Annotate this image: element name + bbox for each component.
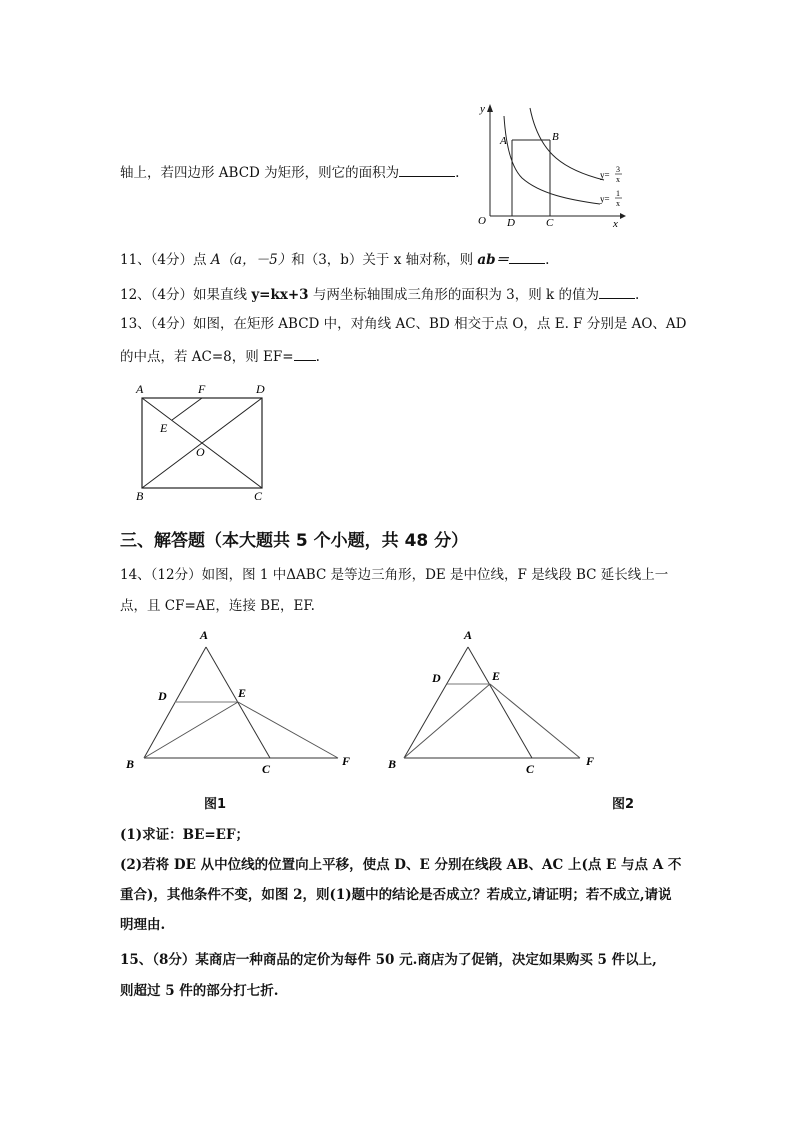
- q10-hyperbola-graph: [470, 98, 640, 233]
- q15-line2: 则超过 5 件的部分打七折.: [120, 983, 279, 999]
- eq1-denominator: x: [616, 175, 620, 184]
- segment-be: [404, 684, 490, 758]
- label-b: B: [126, 757, 135, 771]
- q14-part1: (1)求证：BE=EF；: [120, 827, 250, 843]
- segment-ac: [468, 647, 532, 758]
- answer-blank: [599, 284, 635, 299]
- answer-blank: [399, 162, 455, 177]
- curve-y-1-over-x: [504, 116, 600, 204]
- y-label: y: [480, 103, 485, 115]
- label-e: E: [160, 421, 168, 435]
- eq2-numerator: 1: [616, 189, 620, 198]
- label-a: A: [200, 628, 209, 642]
- figure-1-caption: 图1: [204, 797, 227, 812]
- segment-ef: [172, 398, 202, 420]
- eq1-prefix: y=: [600, 170, 610, 180]
- segment-be: [144, 702, 238, 758]
- label-b: B: [136, 489, 144, 503]
- q13-line2: 的中点，若 AC=8，则 EF= .: [120, 346, 320, 366]
- q14-line2: 点，且 CF=AE，连接 BE，EF.: [120, 598, 315, 614]
- y-axis-arrow: [487, 104, 493, 112]
- q14-figure-2: [380, 625, 610, 775]
- q12-text: 12、（4分）如果直线 y=kx+3 与两坐标轴围成三角形的面积为 3，则 k 的值为 .: [120, 284, 639, 304]
- point-d-label: D: [507, 217, 515, 229]
- eq2-prefix: y=: [600, 194, 610, 204]
- q14-part2-line2: 重合)，其他条件不变，如图 2，则(1)题中的结论是否成立？若成立,请证明；若不成立,请说: [120, 887, 672, 903]
- label-c: C: [254, 489, 263, 503]
- origin-label: O: [478, 215, 486, 227]
- label-o: O: [196, 445, 205, 459]
- label-d: D: [256, 382, 265, 396]
- q15-line1: 15、（8分）某商店一种商品的定价为每件 50 元.商店为了促销，决定如果购买 5 件以上,: [120, 952, 657, 968]
- q10-text: 轴上，若四边形 ABCD 为矩形，则它的面积为 .: [120, 162, 459, 182]
- label-b: B: [388, 757, 397, 771]
- segment-ef: [490, 684, 580, 758]
- q14-line1: 14、（12分）如图，图 1 中ΔABC 是等边三角形，DE 是中位线，F 是线段 BC 延长线上一: [120, 567, 669, 583]
- answer-blank: [294, 346, 316, 361]
- q14-figure-1: [120, 625, 360, 775]
- q14-part2-line3: 明理由.: [120, 917, 166, 933]
- q13-rectangle-figure: [130, 378, 275, 503]
- x-label: x: [613, 218, 618, 230]
- label-e: E: [492, 669, 501, 683]
- q14-part2-line1: (2)若将 DE 从中位线的位置向上平移，使点 D、E 分别在线段 AB、AC 上(点 E 与点 A 不: [120, 857, 682, 873]
- point-b-label: B: [552, 131, 559, 143]
- label-f: F: [586, 754, 595, 768]
- label-d: D: [158, 689, 167, 703]
- eq2-denominator: x: [616, 199, 620, 208]
- point-a-label: A: [500, 135, 507, 147]
- segment-ab: [404, 647, 468, 758]
- figure-2-caption: 图2: [612, 797, 635, 812]
- label-e: E: [238, 686, 247, 700]
- q11-text: 11、（4分）点 A（a，－5）和（3，b）关于 x 轴对称，则 ab＝ .: [120, 249, 549, 269]
- label-a: A: [464, 628, 473, 642]
- label-f: F: [342, 754, 351, 768]
- label-a: A: [136, 382, 144, 396]
- label-c: C: [262, 762, 271, 775]
- section-heading: 三、解答题（本大题共 5 个小题，共 48 分）: [120, 531, 469, 551]
- q13-line1: 13、（4分）如图，在矩形 ABCD 中，对角线 AC、BD 相交于点 O，点 E. F 分别是 AO、AD: [120, 316, 687, 332]
- curve-y-3-over-x: [530, 108, 604, 180]
- eq1-numerator: 3: [616, 165, 620, 174]
- segment-ef: [238, 702, 338, 758]
- answer-blank: [509, 249, 545, 264]
- label-d: D: [432, 671, 441, 685]
- point-c-label: C: [546, 217, 554, 229]
- x-axis-arrow: [620, 213, 626, 219]
- label-c: C: [526, 762, 535, 775]
- label-f: F: [198, 382, 206, 396]
